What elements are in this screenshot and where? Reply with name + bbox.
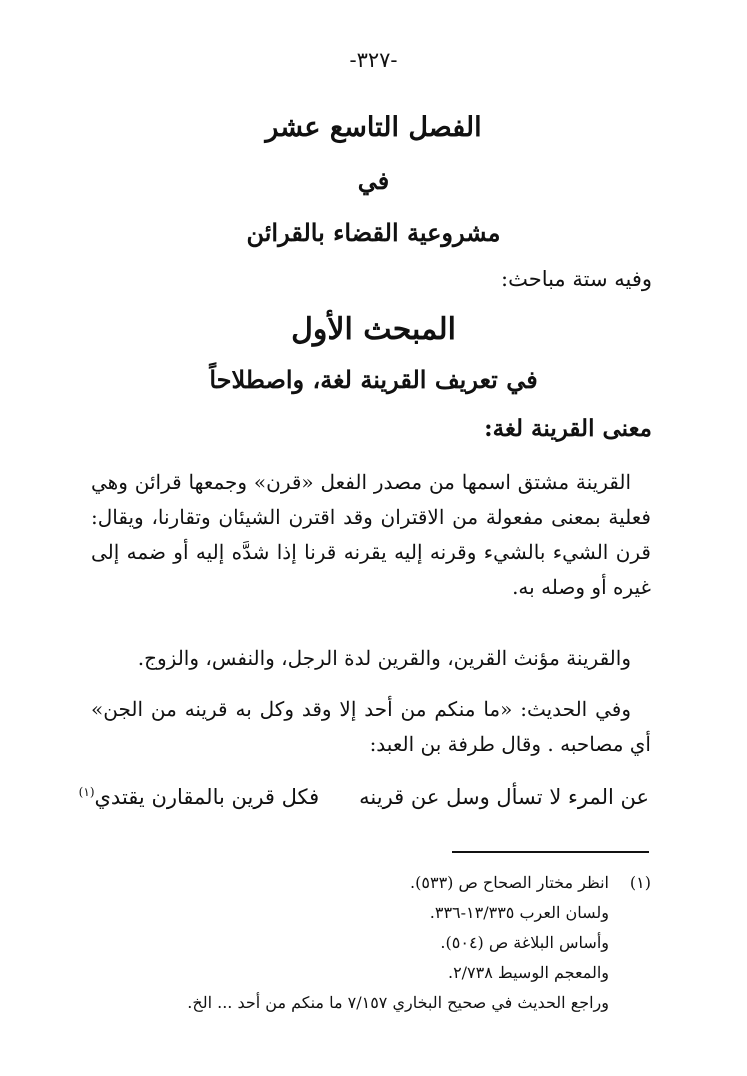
subheading: معنى القرينة لغة:	[484, 415, 652, 442]
footnote-line: والمعجم الوسيط ٢/٧٣٨.	[447, 963, 609, 982]
section-subtitle: في تعريف القرينة لغة، واصطلاحاً	[209, 365, 538, 394]
footnote-divider	[452, 851, 649, 853]
chapter-in: في	[357, 166, 390, 195]
verse-first-hemistich: عن المرء لا تسأل وسل عن قرينه	[359, 785, 649, 809]
sections-intro: وفيه ستة مباحث:	[501, 267, 652, 291]
page-number: -٣٢٧-	[349, 48, 398, 72]
footnote-marker: (١)	[629, 873, 651, 892]
paragraph-feminine	[91, 641, 651, 676]
paragraph-definition-text: القرينة مشتق اسمها من مصدر الفعل «قرن» وجمعها قرائن وهي فعلية بمعنى مفعولة من الاقتران وقد اقترن الشيئان وتقارنا، ويقال: قرن الشيء بالشيء وقرنه إليه يقرنه قرنا إذا شدَّه إليه أو ضمه إلى غيره أو وصله به.	[91, 470, 651, 599]
verse-second-hemistich: فكل قرين بالمقارن يقتدي	[94, 785, 320, 809]
footnote-line: ولسان العرب ١٣/٣٣٥-٣٣٦.	[429, 903, 609, 922]
footnote-line: وراجع الحديث في صحيح البخاري ٧/١٥٧ ما منكم من أحد ... الخ.	[187, 993, 609, 1012]
chapter-title: الفصل التاسع عشر	[265, 112, 482, 143]
section-title: المبحث الأول	[291, 312, 456, 347]
paragraph-hadith	[91, 692, 651, 762]
footnote-line: وأساس البلاغة ص (٥٠٤).	[440, 933, 609, 952]
paragraph-feminine-text: والقرينة مؤنث القرين، والقرين لدة الرجل، والنفس، والزوج.	[137, 646, 631, 670]
chapter-subject: مشروعية القضاء بالقرائن	[246, 218, 501, 247]
paragraph-hadith-text: وفي الحديث: «ما منكم من أحد إلا وقد وكل به قرينه من الجن» أي مصاحبه . وقال طرفة بن العبد:	[91, 697, 651, 756]
poetry-verse	[79, 785, 649, 809]
footnote-line: انظر مختار الصحاح ص (٥٣٣).	[410, 873, 609, 892]
paragraph-definition	[91, 465, 651, 605]
footnote-reference: (١)	[78, 785, 95, 799]
